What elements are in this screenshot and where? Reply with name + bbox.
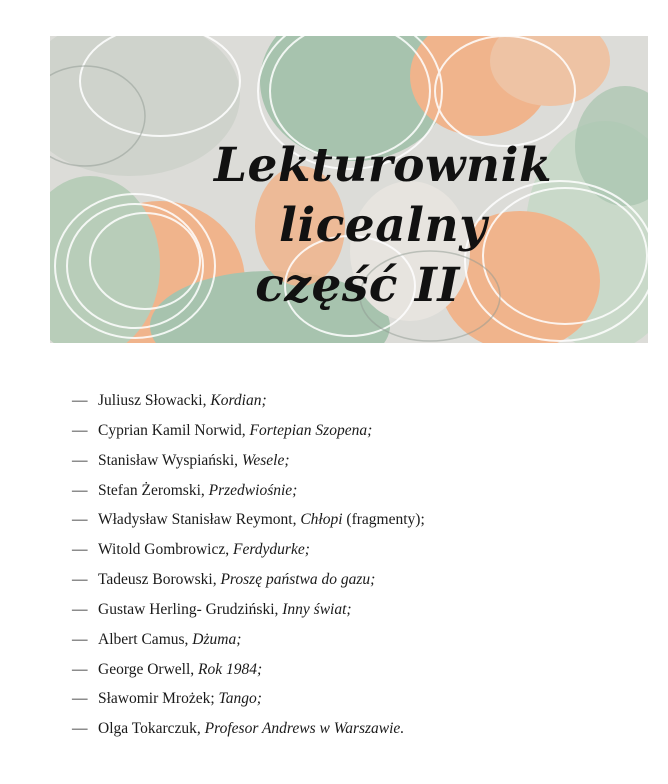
list-item <box>72 476 425 506</box>
book-title: Kordian; <box>210 392 267 409</box>
book-title: Rok 1984; <box>198 660 263 678</box>
dash-bullet: — <box>72 511 88 529</box>
list-item <box>72 505 425 535</box>
dash-bullet: — <box>72 720 88 738</box>
reading-list <box>72 386 425 744</box>
book-title: Chłopi <box>300 511 343 529</box>
author-name: Stefan Żeromski, <box>98 481 209 499</box>
book-title: Wesele; <box>241 451 290 469</box>
book-title: Przedwiośnie; <box>208 481 298 499</box>
book-title: Profesor Andrews w Warszawie. <box>204 720 405 738</box>
book-title: Dżuma; <box>192 630 242 648</box>
dash-bullet: — <box>72 690 88 708</box>
author-name: Sławomir Mrożek; <box>98 690 219 708</box>
author-name: Witold Gombrowicz, <box>98 541 233 559</box>
dash-bullet: — <box>72 600 88 618</box>
dash-bullet: — <box>72 451 88 469</box>
list-item <box>72 565 425 595</box>
book-title: Fortepian Szopena; <box>249 421 373 439</box>
author-name: Władysław Stanisław Reymont, <box>98 511 301 529</box>
dash-bullet: — <box>72 571 88 589</box>
author-name: Olga Tokarczuk, <box>98 720 205 738</box>
dash-bullet: — <box>72 541 88 559</box>
list-item <box>72 595 425 625</box>
banner-title-line-2: część II <box>255 258 460 313</box>
book-title: Proszę państwa do gazu; <box>220 571 376 589</box>
author-name: Stanisław Wyspiański, <box>98 451 242 469</box>
author-name: Gustaw Herling- Grudziński, <box>98 600 283 618</box>
dash-bullet: — <box>72 392 88 409</box>
banner-title <box>50 136 648 316</box>
book-title: Tango; <box>218 690 262 708</box>
title-banner <box>50 36 648 343</box>
dash-bullet: — <box>72 421 88 439</box>
list-item <box>72 625 425 655</box>
list-item <box>72 655 425 685</box>
book-title: Inny świat; <box>282 600 352 618</box>
author-name: Cyprian Kamil Norwid, <box>98 421 250 439</box>
book-title: Ferdydurke; <box>232 541 310 559</box>
list-item <box>72 446 425 476</box>
author-name: Juliusz Słowacki, <box>98 392 211 409</box>
dash-bullet: — <box>72 630 88 648</box>
title-note: (fragmenty); <box>342 511 425 529</box>
banner-title-line-1: Lekturownik licealny <box>213 138 553 253</box>
author-name: Albert Camus, <box>98 630 193 648</box>
author-name: Tadeusz Borowski, <box>98 571 221 589</box>
list-item <box>72 684 425 714</box>
list-item <box>72 535 425 565</box>
list-item <box>72 386 425 416</box>
list-item <box>72 416 425 446</box>
author-name: George Orwell, <box>98 660 199 678</box>
dash-bullet: — <box>72 481 88 499</box>
dash-bullet: — <box>72 660 88 678</box>
list-item <box>72 714 425 744</box>
